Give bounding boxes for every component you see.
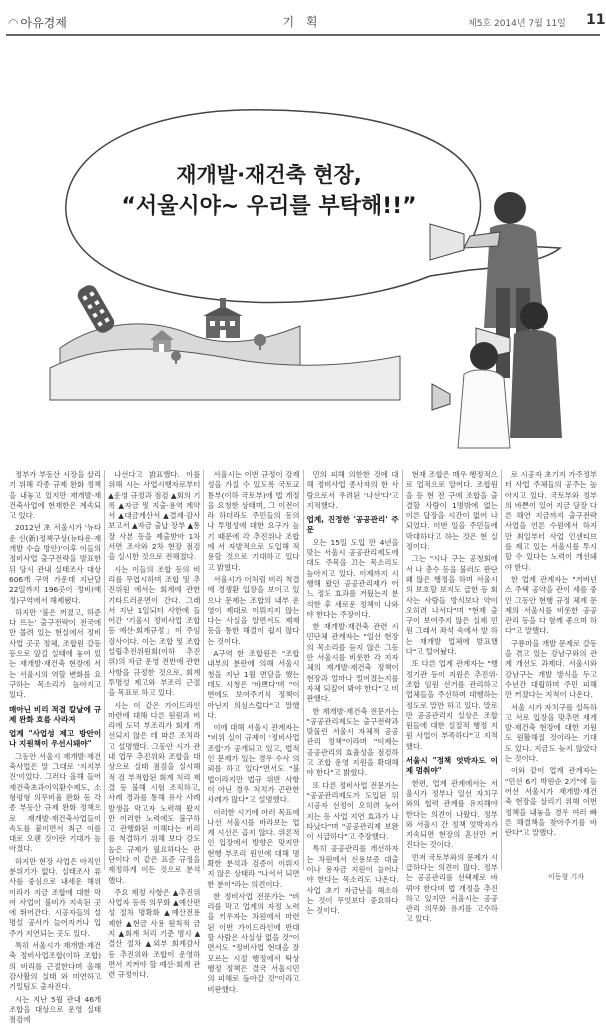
paragraph: 한 업계 관계자는 "거버넌스 주택 공약을 관이 세를 중인 그동안 현행 규정 체계 문제의 서울시를 비롯한 공공관리 등을 다 함께 좋으며 하다"고 말했다.: [504, 574, 598, 636]
issue-date: 제5호 2014년 7월 11일: [468, 19, 566, 29]
speech-bubble-illustration: [0, 38, 606, 458]
paragraph: 로 시공자 초기지 가주정부터 사업 주체들의 공주는 높아지고 있다. 국토부와 정부의 바쁜이 있어 지금 당장 다른 해연 지금까지 출구전략 사업을 언론 수원에서 하지만 최일부터 사업 인센티브를 제고 있는 서울시를 투시할 수 있다는 노력이 개선돼야 한다.: [504, 470, 598, 572]
paragraph: 하지만 '불은 꺼졌고, 하준 다 뜨는' 출구전략이 전국에만 몰려 있는 현실에서 정비사업 곳곳 정체, 조합원 갈등 등으로 앞길 실태에 놓여 있는 재개발·재건축 현장에 서는 서울시의 역할 변화를 요구하는 목소리가 높아지고 있다.: [9, 607, 102, 700]
subheading: 업계, 진정한 '공공관리' 주문: [306, 515, 399, 535]
headline: [104, 160, 434, 224]
apartment-tower-icon: [75, 282, 117, 335]
paragraph: 서울 시가 자치구를 설득하고 서로 입장을 맞추면 재개발·재건축 현장에 대한 지원도 원활해질 것이라는 기대도 있다. 지금도 늦지 않았다는 것이다.: [504, 702, 598, 764]
subheading: 매아닌 비리 적결 칼날에 규제 완화 흐름 사라져: [9, 704, 102, 724]
paragraph: 하지만 현장 사업은 아직인 분위기가 없다. 실태조사 류사를 중심으로 내세운 해위이라가 지금 조합에 대한 막여 사업이 불비가 지속된 곳에 뛰어간다. 시공자들의 설명설 공사가 늘어지거나 입주가 지연되는 곳도 있다.: [9, 856, 102, 938]
article-column: [303, 470, 402, 916]
paragraph: 민의 피해 의한한 것에 대해 정비사업 종사자의 한 사람으로서 우려된 '나선'다'고 지적했다.: [306, 470, 399, 510]
paragraph: 이러한 시기에 아러 목표에 나선 서울시를 바라보는 업계 시선은 곱지 않다. 위론적인 입장에서 방향은 맞지만 현행 부조리 원인에 대해 명확한 분석과 검증이 이뤄지지 않은 상태라 "나서서 되면 한 분이"라는 의견이다.: [207, 807, 300, 889]
paragraph: 정부가 부동산 시장을 살리기 위해 각종 규제 완화 정책을 내놓고 있지만 재개발·재건축사업에 현재한은 계속되고 있다.: [9, 470, 102, 521]
article-column: [501, 470, 600, 870]
logo-mark-icon: ◠: [8, 16, 19, 30]
paragraph: 그동안 서울시 재개발·재건축사업은 말 그대로 '지지부진'이었다. 그러다 올해 들어 재건축초과이익환수제도, 소형평형 의무비율 완화 등 각종 부동산 규제 완화 정책으로 재개발·재건축사업들이 속도를 붙이면서 최근 이를 대로 오랜 것이란 기대가 높아졌다.: [9, 751, 102, 854]
paragraph: 이와 같이 업계 관계자는 "민선 6기 박원순 2기"에 들어선 서울시가 재개발·재건축 현장을 살리기 위해 이번 정책을 내놓을 경우 여러 빠른 해결책을 찾아주기를 바란다"고 말했다.: [504, 766, 598, 838]
paragraph: A구역 한 조합원은 "조합 내부의 분란에 의해 서울시청을 지난 1월 면담을 했는데도 시청은 '바쁘다'며 "이번에도 보여주기식 정책이 아닌지 의심스럽다"고 말했다.: [207, 649, 300, 720]
paragraph: 서울시가 이처럼 비리 척결에 경쟁환 입장을 보이고 있으나 문제는 조합의 내부 운영이 제대로 이뤄지지 않는다는 사실을 알면서도 제재 등을 통한 해결이 쉽지 않다는 것이다.: [207, 574, 300, 646]
school-building-icon: [203, 298, 243, 338]
paragraph: 그는 "시나 구는 공청회에서 나 총수 등을 불러도 판단 왜 않은 행정을 하며 서울시의 보호할 보지도 급한 등 회사는 사람들 방식보다 약이 오히려 나서다"며 "현재 출구이 보여주지 않은 실제 민원 그래서 좌석 속에서 발 하는 재개발 업체에 발표했다"고 털어놨다.: [405, 554, 498, 657]
paragraph: 서울시는 이번 규정이 강제성을 가질 수 있도록 국토교통부(이하 국토부)에 법 개정을 요청한 상태며, 그 이전이라 하더라도 주민들의 동의나 투명성에 대한 요구가 높기 때문에 각 추진위나 조합에 서 자발적으로 도입해 적용할 것으로 기대하고 있다고 밝혔다.: [207, 470, 300, 572]
paragraph: 한 재개발·재건축 전문가는 "공공관리제도는 출구전략과 맞물린 서울시 자체적 공공관리 정책"이라며 "이제는 공공관리의 효율성을 점검하고 조합 운영 지원을 확대해야 한다"고 밝혔다.: [306, 706, 399, 778]
subheading: 서울시 "정책 엇박자도 이제 멈춰야": [405, 756, 498, 776]
paragraph: 또 다른 정비사업 전문가는 "공공관리제도가 도입된 뒤 시공자 선정이 오히려 늦어지는 등 사업 지연 효과가 나타났다"며 "공공관리제 보완이 시급하다"고 주장했다.: [306, 780, 399, 842]
hero-illustration: [0, 38, 606, 458]
paragraph: 한 정비사업 전문가는 "비리를 막고 업계의 자정 노력을 키우자는 차원에서 마련된 이번 가이드라인에 반대할 사람은 사실상 없을 것"이면서도 "정비사업 현대을 잘 모르는 시절 행정에서 탁상행정 정책은 결국 서울시민의 피해로 돌아갈 것"이라고 비판했다.: [207, 891, 300, 994]
paragraph: 현재 조합은 매우 행정적으로 업적으로 알어다. 조합원을 등 현 전 구에 조합을 출결할 사람이 1명밖에 없는 이른 답장을 시간이 없어 나 되었다. 이번 일을 주민들에 막대하다고 하는 것은 현 실정이다.: [405, 470, 498, 552]
article-column: [402, 470, 501, 924]
paragraph: 이에 대해 서울시 관계자는 "비위 실이 규제이 '정비사업 조합'가 공개되고 있고, 법적인 문제가 있는 경우 수사 의뢰를 하고 있다"면서도 "불법이라지만 법규 위반 사항이 아닌 경우 처치가 곤란한 사례가 많다"고 설명했다.: [207, 723, 300, 805]
paragraph: 먼저 국토부와의 문제가 시급하다는 의견이 많다. 정부는 공공관리를 선택제로 바꿔야 한다며 법 개정을 추진하고 있지만 서울시는 공공관리 의무화 유지를 고수하고 있다.: [405, 852, 498, 924]
paragraph: 특히 공공관리를 개선하자는 차원에서 신용보증 대출이나 용자금 지원이 늘어나야 한다는 목소리도 나온다. 사업 초기 자금난을 해소하는 것이 무엇보다 중요하다는 것이다.: [306, 844, 399, 916]
headline-line-2: “서울시야~ 우리를 부탁해!!”: [121, 194, 417, 219]
paragraph: 오는 15일 도입 만 4년을 맞는 서울시 공공관리제도에 대도 주목을 끄는 목소리도 높아지고 있다. 이제까지 시행해 왔던 공공관리제가 어느 정도 효과를 거뒀는지 분석한 후 새로운 정책이 나와야 한다는 주장이다.: [306, 537, 399, 619]
paragraph: 시는 이들의 조합 등의 비리를 무엽시하며 조합 및 추진위원 에서는 회계에 관한 기타드러운면이 간다. 그래서 지난 1일되터 사한에 들어간 '기울시 정비사업 조합 등 예산·회계규정」이 주임검사이다. 이는 조합 및 조합설립추진위원회(이하 추진위)의 자금 운영 전반에 관한 사항을 규정한 것으로, 회계 투명성 제고와 부조리 근절을 목표로 하고 있다.: [108, 564, 201, 698]
paragraph: 시는 이 같은 가이드라인 마련에 대해 다른 원원과 비리에 도덕 부조리가 회계 개선되지 않은 데 따른 조치라고 설명했다. 그동안 시가 관내 업무 추진위와 조합을 대상으로 실태 점검을 실시해 적 검 부적합된 회계 처리 제결 등 불해 시험 조직하고, 사례 경과를 통해 유사 사례 발생을 막고자 노력해 왔지만 이러한 노력에도 불구하고 관행화된 이해다는 비리를 척결하기 위해 보다 강도 높은 규제가 필요하다는 판단이다 이 같은 표준 규정을 제정하게 이든 것으로 분석했다.: [108, 700, 201, 885]
article-column: [203, 470, 302, 994]
paragraph: 2012년 초 서울시가 '뉴타운 신(新)정책구상(뉴타운·재개발 수습 방안)'이후 이들의 정비사업 출구전략을 발표한 뒤 당시 관내 실태조사 대상 606개 구역 가운데 지난달 22일까지 196곳이 정비(예정)구역에서 해제됐다.: [9, 523, 102, 605]
paragraph: 구룡마을 개발 문제로 갈등을 겪고 있는 강남구와의 관계 개선도 과제다. 서울시와 강남구는 개발 방식을 두고 수년간 대립하며 주민 피해만 커졌다는 지적이 나온다.: [504, 638, 598, 700]
masthead-logo: [8, 14, 67, 31]
paragraph: 나선다고 밝표했다. 이를 위해 시는 사업시행자로부터 ▲운영 규정과 점검 ▲회의 기록 ▲자금 및 지출·용역 계약서 ▲대금계산서 ▲결재·감사보고서 ▲자금 출납 장부 ▲통장 사본 등을 제출받아 1차 서면 조사와 2차 현장 점검을 실시한 것으로 전해졌다.: [108, 470, 201, 562]
byline: 이동형 기자: [548, 873, 585, 881]
paragraph: 한 재개발·재건축 관련 시민단체 관계자는 "일선 현장의 목소리를 듣지 않은 그동안 서울시를 비롯한 각 지자체의 재개발·재건축 정책이 현장과 얼마나 멀어졌는지를 자체 되짚어 봐야 한다"고 비판했다.: [306, 622, 399, 704]
page-number: 11: [586, 12, 606, 28]
logo-text: 아유경제: [20, 16, 67, 30]
paragraph: 시는 지난 5월 관내 46개 조합을 대상으로 운영 실태 점검에: [9, 994, 102, 1025]
paragraph: 한편, 업계 관계에서는 서울시가 정부나 일선 자치구와의 협력 관계를 유지해야 한다는 의견이 나왔다. 정부와 서울시 간 정책 엇박자가 지속되면 현장의 혼선만 커진다는 것이다.: [405, 778, 498, 850]
subheading: 업계 "사업성 제고 방안이나 지원책이 우선시돼야": [9, 729, 102, 749]
article-column: [104, 470, 203, 980]
header-rule: [6, 34, 600, 36]
article-column: [6, 470, 104, 1025]
section-label: 기 획: [282, 15, 322, 29]
paragraph: 또 다른 업계 관계자는 "행정기관 등이 지원은 추진위·조합 임원 선거를 관리하고 업체들을 주선하며 대행하는 정도로 말만 하고 있다. 말로만 공공관리지 실상은 조합원들에 대한 실질적 행정 지원 사업이 부족하다"고 지적했다.: [405, 659, 498, 751]
page-header: [0, 0, 606, 38]
paragraph: 주요 제정 사항은 ▲추진위 사업자 등록 의무화 ▲예산편성 절차 명확화 ▲예산전용 제한 ▲현금 사용 원칙적 금지 ▲회계 처리 기준 명시 ▲결산 절차 ▲외부 회계감사 등 추진위와 조합이 운영하면서 지켜야 할 예산·회계 관련 규정이다.: [108, 887, 201, 980]
paragraph: 특히 서울시가 재개발·재건축 정비사업조합(이하 조합)의 비리를 근절한다며 올해 감사활의 실태 와 미연하고 기밀팀도 출자진다.: [9, 941, 102, 992]
headline-line-1: 재개발·재건축 현장,: [176, 163, 362, 187]
